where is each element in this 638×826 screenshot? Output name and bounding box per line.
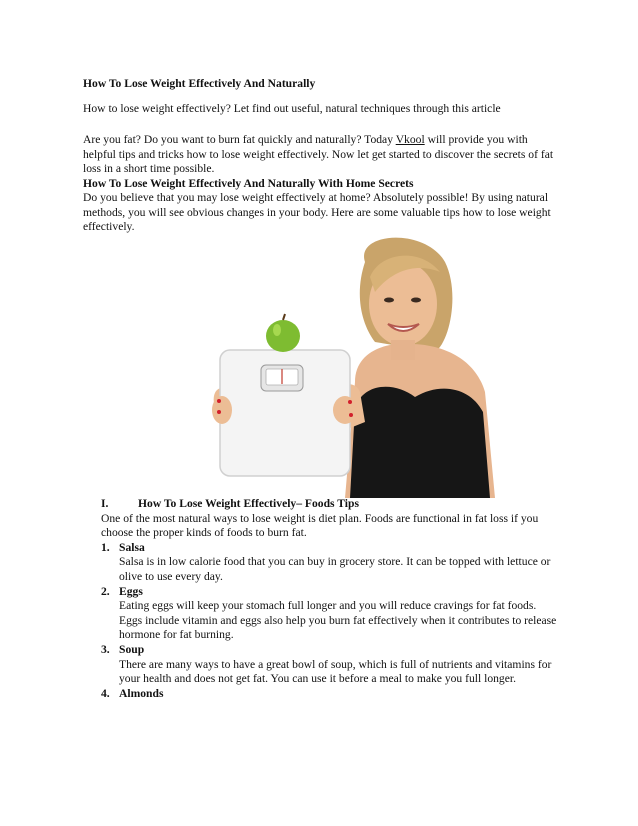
- item-title: Salsa: [119, 540, 145, 554]
- article-intro: How to lose weight effectively? Let find out useful, natural techniques through this article: [83, 102, 501, 115]
- item-number: 4.: [101, 686, 110, 700]
- subheading: How To Lose Weight Effectively And Naturally With Home Secrets: [83, 177, 414, 190]
- list-item: [101, 585, 559, 643]
- article-title: How To Lose Weight Effectively And Naturally: [83, 77, 316, 90]
- list-item: [101, 687, 559, 702]
- item-number: 1.: [101, 540, 110, 554]
- woman-scale-photo: [205, 232, 505, 498]
- section-text: One of the most natural ways to lose weight is diet plan. Foods are functional in fat loss if you choose the proper kinds of foods to burn fat.: [101, 511, 539, 540]
- item-desc: Eating eggs will keep your stomach full longer and you will reduce cravings for fat foods. Eggs include vitamin and eggs also help you burn fat effectively when it contributes to release hormone for fat burning.: [119, 599, 557, 642]
- item-number: 2.: [101, 584, 110, 598]
- paragraph-1-start: Are you fat? Do you want to burn fat quickly and naturally? Today: [83, 133, 396, 146]
- paragraph-2: Do you believe that you may lose weight effectively at home? Absolutely possible! By using natural methods, you will see obvious changes in your body. Here are some valuable tips how to lose weight effectively.: [83, 191, 551, 234]
- list-item: [101, 541, 559, 585]
- item-desc: There are many ways to have a great bowl of soup, which is full of nutrients and vitamins for your health and does not get fat. You can use it before a meal to make you full longer.: [119, 657, 552, 686]
- section-title: How To Lose Weight Effectively– Foods Tips: [138, 497, 359, 510]
- item-title: Soup: [119, 642, 145, 656]
- item-desc: Salsa is in low calorie food that you can buy in grocery store. It can be topped with lettuce or olive to use every day.: [119, 555, 551, 583]
- black-top: [350, 387, 490, 498]
- item-number: 3.: [101, 642, 110, 656]
- paragraph-1: [83, 133, 558, 177]
- apple-shape: [266, 320, 300, 352]
- vkool-link[interactable]: Vkool: [395, 133, 425, 146]
- section-number: I.: [101, 497, 109, 510]
- section-heading: [101, 497, 559, 512]
- foods-tips-section: [101, 497, 559, 701]
- item-title: Eggs: [119, 584, 143, 598]
- item-title: Almonds: [119, 686, 164, 700]
- list-item: [101, 643, 559, 687]
- foods-list: [101, 541, 559, 702]
- paragraph-1-end: will provide you with helpful tips and tricks how to lose weight effectively. Now let get started to discover the secrets of fat loss in a short time possible.: [83, 133, 554, 176]
